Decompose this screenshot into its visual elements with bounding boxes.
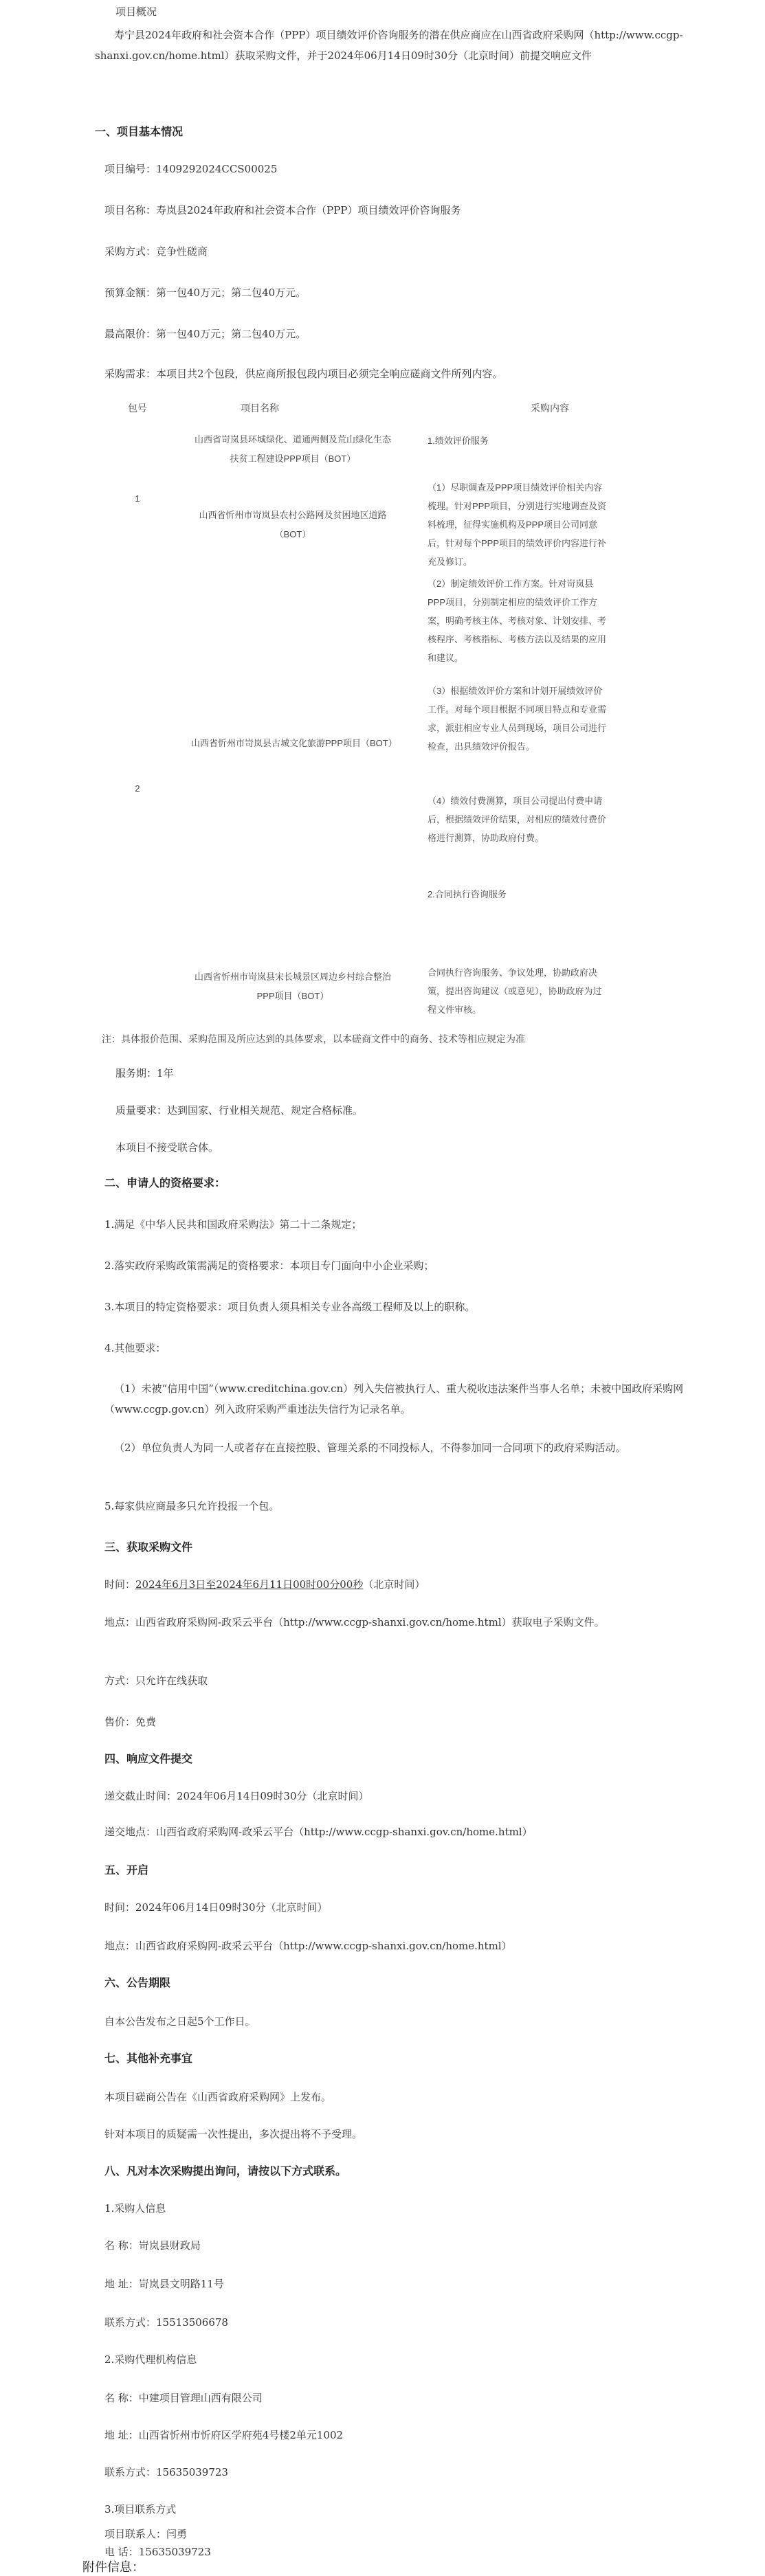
qualification-4-sub-2: （2）单位负责人为同一人或者存在直接控股、管理关系的不同投标人，不得参加同一合同项下的政府采购活动。 [114, 1442, 626, 1454]
overview-title: 项目概况 [115, 5, 157, 18]
quality-requirement: 质量要求：达到国家、行业相关规范、规定合格标准。 [115, 1104, 364, 1117]
section-5-title: 五、开启 [104, 1863, 149, 1877]
content-item-4: （3）根据绩效评价方案和计划开展绩效评价工作。对每个项目根据不同项目特点和专业需求，派驻相应专业人员到现场，项目公司进行检查，出具绩效评价报告。 [428, 686, 607, 752]
qualification-1: 1.满足《中华人民共和国政府采购法》第二十二条规定； [104, 1218, 362, 1231]
section-6-title: 六、公告期限 [104, 1976, 171, 1989]
submission-place: 递交地点：山西省政府采购网-政采云平台（http://www.ccgp-shanxi.gov.cn/home.html） [104, 1826, 533, 1838]
section-2-title: 二、申请人的资格要求： [104, 1176, 226, 1189]
package-2-project-1: 山西省忻州市岢岚县古城文化旅游PPP项目（BOT） [191, 738, 397, 748]
qualification-2: 2.落实政府采购政策需满足的资格要求：本项目专门面向中小企业采购； [104, 1259, 434, 1272]
buyer-contact: 联系方式：15513506678 [104, 2316, 228, 2329]
qualification-3: 3.本项目的特定资格要求：项目负责人须具相关专业各高级工程师及以上的职称。 [104, 1301, 476, 1313]
section-4-title: 四、响应文件提交 [104, 1752, 193, 1765]
section-7-title: 七、其他补充事宜 [104, 2052, 193, 2065]
content-item-7: 合同执行咨询服务、争议处理，协助政府决策，提出咨询建议（或意见），协助政府为过程文件审核。 [428, 967, 602, 1015]
content-item-5: （4）绩效付费测算，项目公司提出付费申请后，根据绩效评价结果，对相应的绩效付费价格进行测算，协助政府付费。 [428, 796, 607, 843]
package-2-number: 2 [135, 783, 140, 794]
buyer-address: 地 址：岢岚县文明路11号 [104, 2278, 224, 2290]
package-table [0, 385, 765, 1017]
section-3-title: 三、获取采购文件 [104, 1541, 193, 1554]
content-item-6: 2.合同执行咨询服务 [428, 889, 507, 899]
budget-amount: 预算金额：第一包40万元；第二包40万元。 [104, 287, 307, 299]
submission-deadline: 递交截止时间：2024年06月14日09时30分（北京时间） [104, 1790, 369, 1802]
document-price: 售价：免费 [104, 1716, 157, 1728]
obtain-time-value: 2024年6月3日至2024年6月11日00时00分00秒 [135, 1578, 364, 1591]
procurement-requirement: 采购需求：本项目共2个包段，供应商所报包段内项目必须完全响应磋商文件所列内容。 [104, 368, 503, 380]
buyer-info-title: 1.采购人信息 [104, 2202, 166, 2215]
project-contact-name: 项目联系人：闫勇 [104, 2528, 188, 2540]
obtain-time-suffix: （北京时间） [363, 1578, 425, 1591]
qualification-4-sub-1: （1）未被“信用中国”（www.creditchina.gov.cn）列入失信被执行人、重大税收违法案件当事人名单；未被中国政府采购网（www.ccgp.gov.cn）列入政府采购严重违法失信行为记录名单。 [104, 1382, 684, 1415]
table-note: 注：具体报价范围、采购范围及所应达到的具体要求，以本磋商文件中的商务、技术等相应规定为准 [102, 1033, 525, 1044]
attachments-label: 附件信息： [82, 2560, 144, 2574]
agency-address: 地 址：山西省忻州市忻府区学府苑4号楼2单元1002 [104, 2429, 344, 2441]
content-item-3: （2）制定绩效评价工作方案。针对岢岚县PPP项目，分别制定相应的绩效评价工作方案，明确考核主体、考核对象、计划安排、考核程序、考核指标、考核方法以及结果的应用和建议。 [428, 579, 607, 663]
obtain-place: 地点：山西省政府采购网-政采云平台（http://www.ccgp-shanxi.gov.cn/home.html）获取电子采购文件。 [104, 1616, 605, 1628]
announcement-period: 自本公告发布之日起5个工作日。 [104, 2015, 256, 2028]
opening-time: 时间：2024年06月14日09时30分（北京时间） [104, 1901, 328, 1914]
content-item-1: 1.绩效评价服务 [428, 436, 489, 446]
package-1-number: 1 [135, 493, 140, 504]
opening-place: 地点：山西省政府采购网-政采云平台（http://www.ccgp-shanxi.gov.cn/home.html） [104, 1940, 512, 1952]
consortium-note: 本项目不接受联合体。 [115, 1141, 219, 1154]
content-item-2: （1）尽职调查及PPP项目绩效评价相关内容梳理。针对PPP项目，分别进行实地调查及资料梳理，征得实施机构及PPP项目公司同意后，针对每个PPP项目的绩效评价内容进行补充及修订。 [428, 482, 607, 567]
overview-text: 寿宁县2024年政府和社会资本合作（PPP）项目绩效评价咨询服务的潜在供应商应在山西省政府采购网（http://www.ccgp-shanxi.gov.cn/home.html）获取采购文件，并于2024年06月14日09时30分（北京时间）前提交响应文件 [95, 29, 683, 62]
package-2-project-2: 山西省忻州市岢岚县宋长城景区周边乡村综合整治PPP项目（BOT） [194, 972, 391, 1001]
project-name: 项目名称：寿岚县2024年政府和社会资本合作（PPP）项目绩效评价咨询服务 [104, 204, 461, 216]
service-period: 服务期：1年 [115, 1067, 174, 1079]
obtain-method: 方式：只允许在线获取 [104, 1675, 208, 1687]
qualification-4: 4.其他要求： [104, 1342, 166, 1354]
table-header-package: 包号 [128, 403, 147, 414]
agency-contact: 联系方式：15635039723 [104, 2466, 228, 2478]
procurement-method: 采购方式：竞争性磋商 [104, 245, 208, 258]
supplement-1: 本项目磋商公告在《山西省政府采购网》上发布。 [104, 2091, 332, 2103]
agency-name: 名 称：中建项目管理山西有限公司 [104, 2392, 263, 2404]
package-1-project-2: 山西省忻州市岢岚县农村公路网及贫困地区道路（BOT） [199, 510, 387, 539]
project-contact-phone: 电 话：15635039723 [104, 2546, 211, 2558]
max-price: 最高限价：第一包40万元；第二包40万元。 [104, 328, 307, 340]
agency-info-title: 2.采购代理机构信息 [104, 2353, 197, 2366]
table-header-project: 项目名称 [241, 403, 279, 414]
obtain-time [104, 1573, 425, 1595]
buyer-name: 名 称：岢岚县财政局 [104, 2239, 201, 2252]
supplement-2: 针对本项目的质疑需一次性提出，多次提出将不予受理。 [104, 2128, 363, 2140]
project-contact-title: 3.项目联系方式 [104, 2503, 177, 2516]
package-1-project-1: 山西省岢岚县环城绿化、道通两侧及荒山绿化生态扶贫工程建设PPP项目（BOT） [194, 434, 391, 464]
project-number: 项目编号：1409292024CCS00025 [104, 163, 278, 175]
table-header-content: 采购内容 [531, 403, 569, 414]
qualification-5: 5.每家供应商最多只允许投报一个包。 [104, 1500, 280, 1512]
section-1-title: 一、项目基本情况 [95, 125, 184, 138]
section-8-title: 八、凡对本次采购提出询问，请按以下方式联系。 [104, 2164, 347, 2177]
obtain-time-label: 时间： [104, 1578, 136, 1591]
